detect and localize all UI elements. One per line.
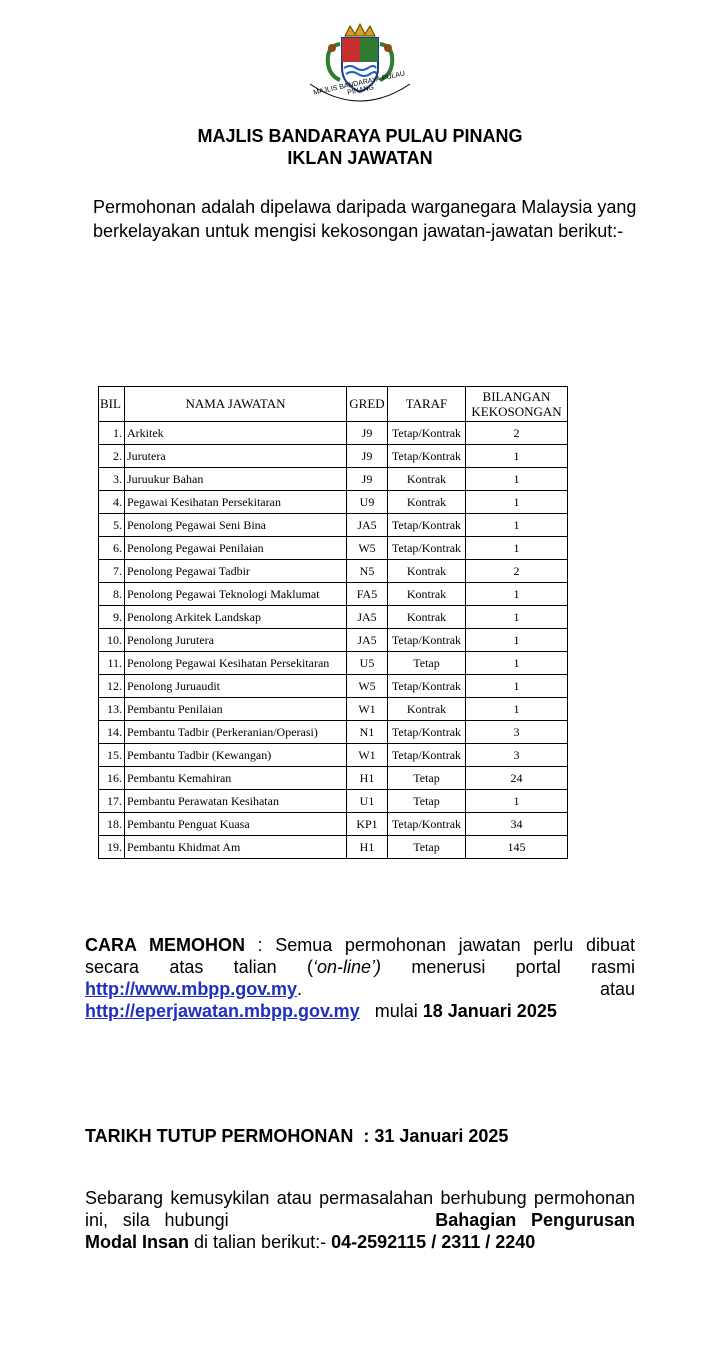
cell-kekosongan: 1	[466, 468, 568, 491]
atau-text: atau	[599, 979, 635, 999]
header-bilangan	[466, 387, 568, 422]
cell-kekosongan: 3	[466, 721, 568, 744]
cell-gred: JA5	[347, 629, 388, 652]
cell-kekosongan: 1	[466, 583, 568, 606]
cell-taraf: Tetap	[388, 790, 466, 813]
cell-gred: N5	[347, 560, 388, 583]
cell-nama: Penolong Pegawai Kesihatan Persekitaran	[125, 652, 347, 675]
table-row	[99, 675, 568, 698]
cell-kekosongan: 2	[466, 560, 568, 583]
cell-taraf: Tetap/Kontrak	[388, 813, 466, 836]
cell-bil: 7.	[99, 560, 125, 583]
cell-nama: Penolong Pegawai Tadbir	[125, 560, 347, 583]
cell-nama: Pembantu Khidmat Am	[125, 836, 347, 859]
contact-text1-span: Sebarang kemusykilan atau permasalahan berhubung permohonan ini, sila hubungi	[85, 1188, 635, 1230]
cell-nama: Jurutera	[125, 445, 347, 468]
link-dot: .	[296, 979, 302, 999]
table-row	[99, 445, 568, 468]
table-row	[99, 422, 568, 445]
cell-bil: 3.	[99, 468, 125, 491]
mulai-text: mulai	[374, 1001, 418, 1021]
cell-taraf: Tetap/Kontrak	[388, 537, 466, 560]
how-to-apply-line3	[85, 978, 635, 1000]
table-row	[99, 491, 568, 514]
cell-gred: W1	[347, 698, 388, 721]
header-gred: GRED	[347, 387, 388, 422]
cell-taraf: Kontrak	[388, 468, 466, 491]
cell-nama: Pembantu Tadbir (Kewangan)	[125, 744, 347, 767]
cell-nama: Penolong Pegawai Penilaian	[125, 537, 347, 560]
table-row	[99, 468, 568, 491]
cell-kekosongan: 1	[466, 606, 568, 629]
crest-caption: MAJLIS BANDARAYA PULAU PINANG	[312, 70, 406, 97]
cell-bil: 1.	[99, 422, 125, 445]
cell-bil: 14.	[99, 721, 125, 744]
cell-kekosongan: 1	[466, 491, 568, 514]
cell-nama: Pembantu Kemahiran	[125, 767, 347, 790]
cell-kekosongan: 1	[466, 698, 568, 721]
cell-gred: J9	[347, 468, 388, 491]
cell-taraf: Tetap	[388, 767, 466, 790]
cell-gred: N1	[347, 721, 388, 744]
cell-taraf: Kontrak	[388, 583, 466, 606]
cell-bil: 16.	[99, 767, 125, 790]
mbpp-portal-link[interactable]: http://www.mbpp.gov.my	[85, 979, 297, 999]
table-row	[99, 606, 568, 629]
cell-kekosongan: 1	[466, 790, 568, 813]
cell-taraf: Tetap	[388, 652, 466, 675]
cell-nama: Penolong Pegawai Seni Bina	[125, 514, 347, 537]
table-row	[99, 836, 568, 859]
how-to-apply-text2: menerusi portal rasmi	[381, 957, 636, 977]
table-row	[99, 629, 568, 652]
cell-taraf: Tetap/Kontrak	[388, 445, 466, 468]
online-text: ‘on-line’)	[313, 957, 382, 977]
cell-kekosongan: 34	[466, 813, 568, 836]
cell-nama: Pembantu Penilaian	[125, 698, 347, 721]
contact-dept-2: Modal Insan	[85, 1232, 190, 1252]
table-row	[99, 721, 568, 744]
table-row	[99, 813, 568, 836]
table-row	[99, 560, 568, 583]
contact-phones: 04-2592115 / 2311 / 2240	[331, 1232, 536, 1252]
table-row	[99, 698, 568, 721]
cell-gred: J9	[347, 445, 388, 468]
cell-bil: 19.	[99, 836, 125, 859]
cell-taraf: Tetap/Kontrak	[388, 675, 466, 698]
cell-taraf: Kontrak	[388, 560, 466, 583]
cell-bil: 8.	[99, 583, 125, 606]
how-to-apply-text1: : Semua permohonan jawatan perlu dibuat secara atas talian (	[85, 935, 635, 977]
cell-bil: 6.	[99, 537, 125, 560]
table-row	[99, 744, 568, 767]
header-bilangan-line1: BILANGAN	[482, 389, 551, 404]
cell-bil: 12.	[99, 675, 125, 698]
header-bil: BIL	[99, 387, 125, 422]
contact-dept-1: Bahagian Pengurusan	[435, 1210, 635, 1230]
page-title: MAJLIS BANDARAYA PULAU PINANG	[197, 126, 523, 146]
contact-text1	[85, 1187, 635, 1231]
cell-bil: 18.	[99, 813, 125, 836]
cell-nama: Penolong Arkitek Landskap	[125, 606, 347, 629]
cell-kekosongan: 145	[466, 836, 568, 859]
cell-taraf: Kontrak	[388, 491, 466, 514]
cell-nama: Pembantu Penguat Kuasa	[125, 813, 347, 836]
cell-gred: KP1	[347, 813, 388, 836]
table-row	[99, 514, 568, 537]
cell-gred: FA5	[347, 583, 388, 606]
cell-kekosongan: 1	[466, 652, 568, 675]
cell-bil: 15.	[99, 744, 125, 767]
cell-kekosongan: 1	[466, 675, 568, 698]
cell-nama: Pembantu Tadbir (Perkeranian/Operasi)	[125, 721, 347, 744]
table-header-row	[99, 387, 568, 422]
cell-kekosongan: 2	[466, 422, 568, 445]
cell-taraf: Tetap/Kontrak	[388, 629, 466, 652]
table-row	[99, 790, 568, 813]
header-nama: NAMA JAWATAN	[125, 387, 347, 422]
table-row	[99, 652, 568, 675]
cell-gred: U1	[347, 790, 388, 813]
cell-bil: 2.	[99, 445, 125, 468]
cell-nama: Penolong Juruaudit	[125, 675, 347, 698]
cell-nama: Penolong Pegawai Teknologi Maklumat	[125, 583, 347, 606]
cell-kekosongan: 3	[466, 744, 568, 767]
cell-kekosongan: 1	[466, 445, 568, 468]
cell-taraf: Kontrak	[388, 606, 466, 629]
cell-bil: 9.	[99, 606, 125, 629]
cell-taraf: Kontrak	[388, 698, 466, 721]
cell-gred: J9	[347, 422, 388, 445]
cell-kekosongan: 1	[466, 629, 568, 652]
header-bilangan-line2: KEKOSONGAN	[471, 404, 562, 419]
cell-nama: Pembantu Perawatan Kesihatan	[125, 790, 347, 813]
cell-gred: U9	[347, 491, 388, 514]
contact-paragraph	[85, 1187, 635, 1253]
contact-line3	[85, 1231, 635, 1253]
cell-bil: 11.	[99, 652, 125, 675]
vacancy-table	[98, 386, 568, 859]
cell-gred: W5	[347, 675, 388, 698]
cell-gred: JA5	[347, 606, 388, 629]
cell-bil: 17.	[99, 790, 125, 813]
cell-taraf: Tetap/Kontrak	[388, 721, 466, 744]
cell-kekosongan: 1	[466, 537, 568, 560]
cell-gred: JA5	[347, 514, 388, 537]
cell-taraf: Tetap/Kontrak	[388, 744, 466, 767]
cell-nama: Juruukur Bahan	[125, 468, 347, 491]
cell-taraf: Tetap/Kontrak	[388, 514, 466, 537]
cell-kekosongan: 1	[466, 514, 568, 537]
cell-bil: 10.	[99, 629, 125, 652]
cell-nama: Penolong Jurutera	[125, 629, 347, 652]
cell-gred: W5	[347, 537, 388, 560]
header-taraf: TARAF	[388, 387, 466, 422]
cell-taraf: Tetap	[388, 836, 466, 859]
table-row	[99, 537, 568, 560]
how-to-apply-line4	[85, 1000, 635, 1022]
intro-paragraph: Permohonan adalah dipelawa daripada warganegara Malaysia yang berkelayakan untuk mengisi kekosongan jawatan-jawatan berikut:-	[93, 197, 637, 241]
cell-kekosongan: 24	[466, 767, 568, 790]
table-row	[99, 767, 568, 790]
cell-gred: U5	[347, 652, 388, 675]
cell-gred: W1	[347, 744, 388, 767]
cell-nama: Pegawai Kesihatan Persekitaran	[125, 491, 347, 514]
cell-bil: 4.	[99, 491, 125, 514]
how-to-apply-label: CARA MEMOHON	[85, 935, 245, 955]
cell-taraf: Tetap/Kontrak	[388, 422, 466, 445]
table-row	[99, 583, 568, 606]
start-date: 18 Januari 2025	[422, 1001, 557, 1021]
cell-bil: 13.	[99, 698, 125, 721]
cell-bil: 5.	[99, 514, 125, 537]
contact-text2: di talian berikut:-	[189, 1232, 332, 1252]
cell-nama: Arkitek	[125, 422, 347, 445]
how-to-apply	[85, 934, 635, 1022]
how-to-apply-line1	[85, 934, 635, 978]
cell-gred: H1	[347, 836, 388, 859]
closing-date: TARIKH TUTUP PERMOHONAN : 31 Januari 2025	[85, 1126, 509, 1146]
page-subtitle: IKLAN JAWATAN	[287, 148, 433, 168]
cell-gred: H1	[347, 767, 388, 790]
eperjawatan-link[interactable]: http://eperjawatan.mbpp.gov.my	[85, 1001, 360, 1021]
